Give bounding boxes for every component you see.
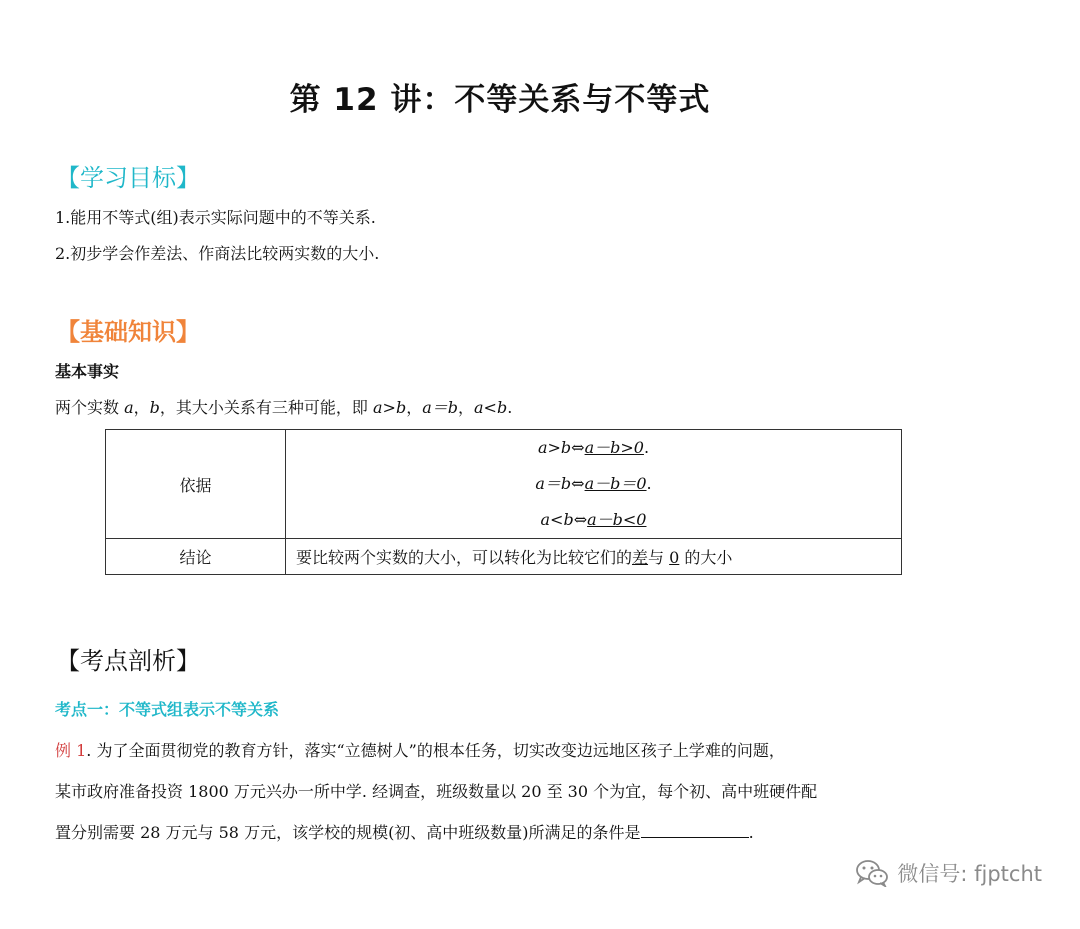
- example-label: 例 1: [55, 741, 87, 760]
- conclusion-label: 结论: [106, 539, 286, 575]
- analysis-heading: 【考点剖析】: [56, 647, 200, 675]
- basis-cell: [286, 430, 902, 539]
- table-row-basis: [106, 430, 902, 539]
- wechat-icon: [855, 859, 889, 887]
- example-line-3: 置分别需要 28 万元与 58 万元，该学校的规模(初、高中班级数量)所满足的条件是 .: [55, 823, 754, 842]
- basis-line-less: a<b⇔a－b<0: [540, 510, 647, 529]
- example-line-1: 例 1. 为了全面贯彻党的教育方针，落实“立德树人”的根本任务，切实改变边远地区孩子上学难的问题，: [55, 741, 785, 760]
- table-row-conclusion: [106, 539, 902, 575]
- basic-facts-intro: 两个实数 a，b，其大小关系有三种可能，即 a>b，a＝b，a<b.: [55, 398, 513, 417]
- watermark-text: 微信号: fjptcht: [897, 862, 1042, 886]
- comparison-table: [105, 429, 902, 575]
- watermark: [855, 858, 1042, 888]
- conclusion-cell: 要比较两个实数的大小，可以转化为比较它们的差与 0 的大小: [286, 539, 902, 575]
- exam-point-title: 考点一：不等式组表示不等关系: [55, 700, 280, 719]
- page-title: 第 12 讲：不等关系与不等式: [289, 82, 711, 118]
- basis-line-equal: a＝b⇔a－b＝0.: [535, 474, 652, 493]
- answer-blank: [641, 823, 749, 838]
- basics-heading: 【基础知识】: [56, 318, 200, 346]
- example-line-2: 某市政府准备投资 1800 万元兴办一所中学. 经调查，班级数量以 20 至 30 个为宜，每个初、高中班硬件配: [55, 782, 818, 801]
- basis-label: 依据: [106, 430, 286, 539]
- basic-facts-subheading: 基本事实: [55, 362, 120, 381]
- objectives-heading: 【学习目标】: [56, 164, 200, 192]
- objective-item-1: 1.能用不等式(组)表示实际问题中的不等关系.: [55, 208, 376, 227]
- objective-item-2: 2.初步学会作差法、作商法比较两实数的大小.: [55, 244, 380, 263]
- basis-line-greater: a>b⇔a－b>0.: [537, 438, 650, 457]
